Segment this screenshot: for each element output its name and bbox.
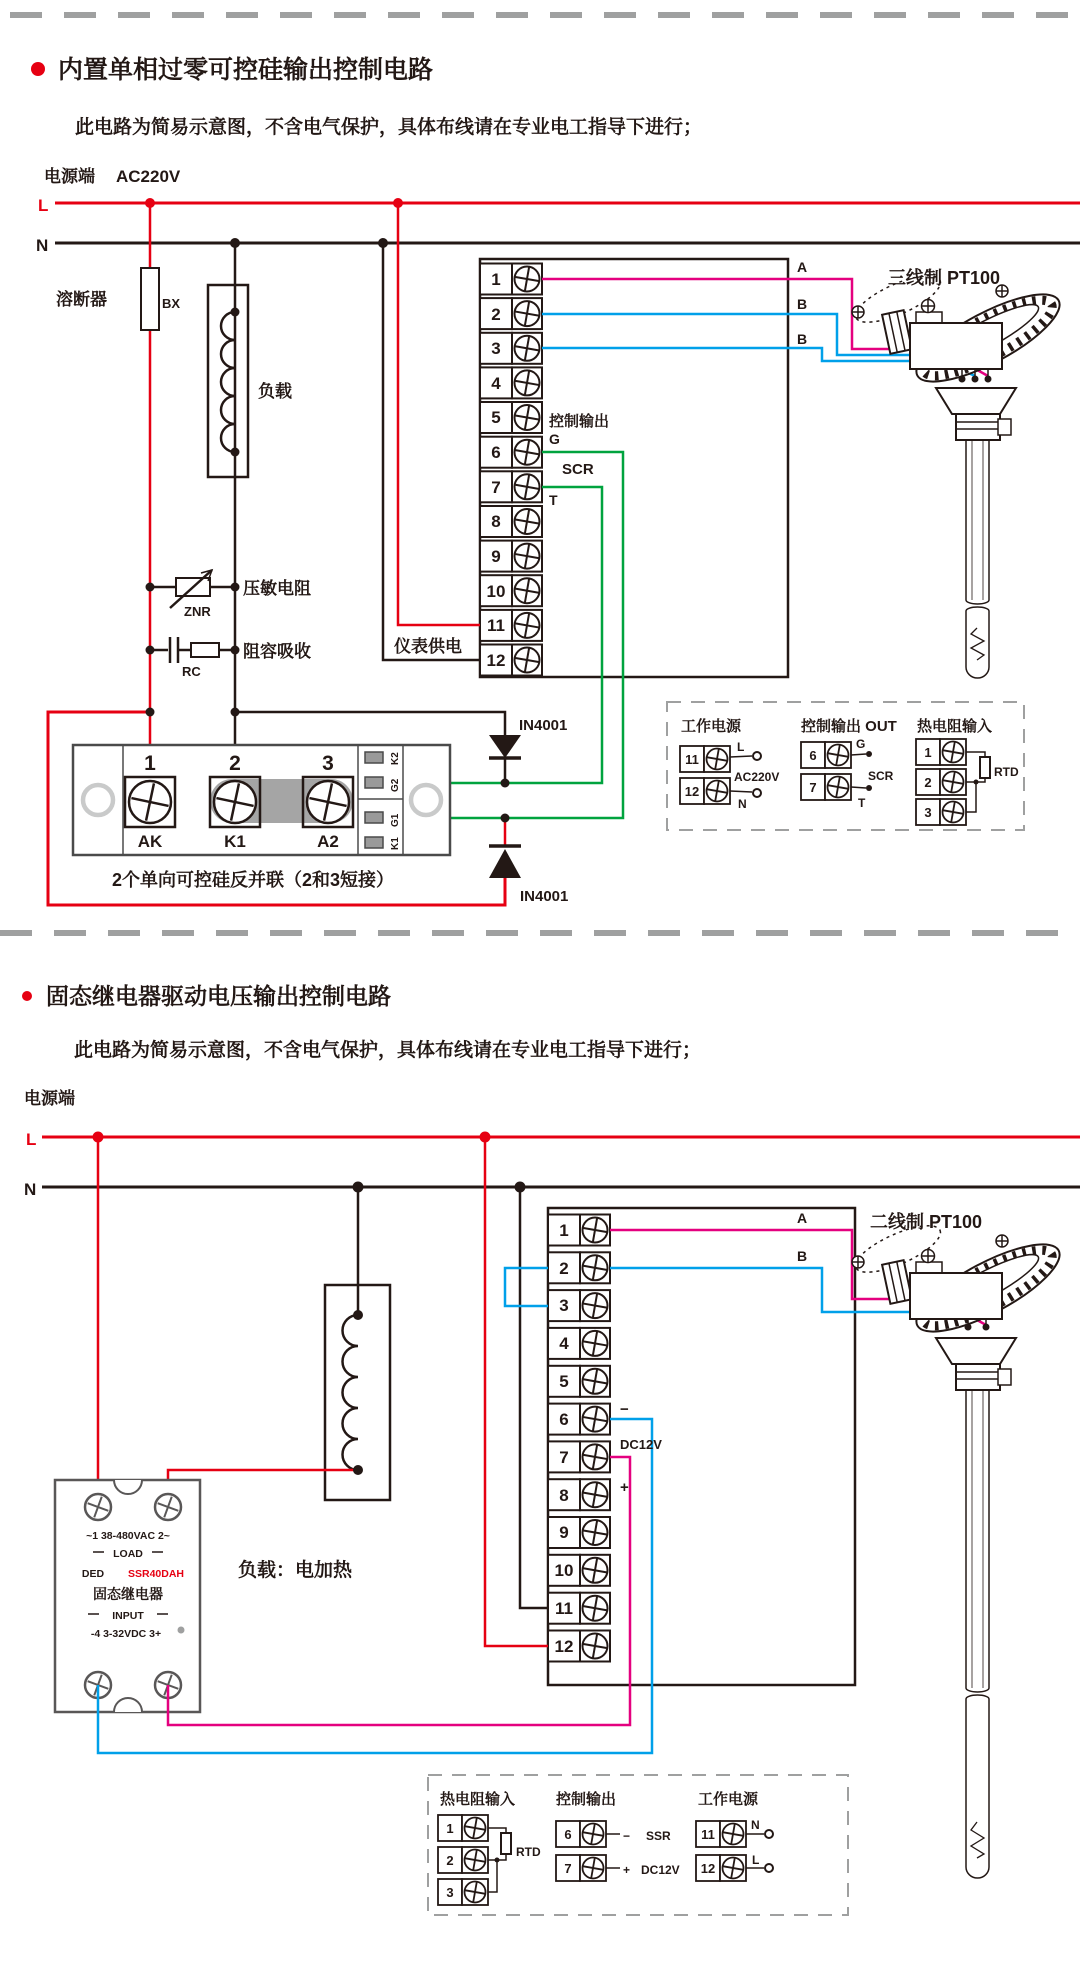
terminal-number: 4 xyxy=(559,1334,569,1353)
terminal-number: 1 xyxy=(559,1221,569,1240)
legend-num: 1 xyxy=(446,1821,454,1836)
pad-label: G2 xyxy=(390,778,401,792)
module-caption: 2个单向可控硅反并联（2和3短接） xyxy=(112,870,395,890)
fuse-code: BX xyxy=(162,296,181,311)
varistor-label: 压敏电阻 xyxy=(243,579,311,598)
bullet-icon xyxy=(31,62,45,76)
jumper-2-3 xyxy=(505,1268,548,1306)
terminal-number: 8 xyxy=(491,512,501,531)
legend-rtd-title: 热电阻输入 xyxy=(440,1791,516,1808)
legend-num: 2 xyxy=(924,775,932,790)
load-label: 负载：电加热 xyxy=(238,1560,353,1581)
control-output-label: 控制输出 xyxy=(549,413,610,430)
gate-pad xyxy=(365,752,383,763)
legend-ssr: SSR xyxy=(646,1829,671,1843)
wire-b-label: B xyxy=(797,1248,808,1264)
line-l-label: L xyxy=(26,1130,37,1149)
legend-dc12v: DC12V xyxy=(641,1863,680,1877)
legend-power-title: 工作电源 xyxy=(698,1791,759,1808)
ssr-input-label: INPUT xyxy=(112,1610,144,1622)
junction-dots xyxy=(145,198,510,823)
sensor-title: 二线制 PT100 xyxy=(870,1212,983,1232)
ssr-module xyxy=(55,1480,200,1712)
legend-2 xyxy=(428,1775,848,1915)
legend-g: G xyxy=(856,737,866,751)
minus-label: − xyxy=(620,1401,629,1418)
diode1-wire xyxy=(235,712,505,735)
terminal-number: 12 xyxy=(554,1637,574,1656)
legend-num: 12 xyxy=(684,784,700,799)
terminal-number: 1 xyxy=(491,270,501,289)
terminal-number: 7 xyxy=(559,1448,569,1467)
terminal-number: 7 xyxy=(491,478,501,497)
terminal-number: 11 xyxy=(555,1599,573,1618)
legend-num: 12 xyxy=(700,1861,716,1876)
sensor-probe xyxy=(966,440,989,678)
line-n-label: N xyxy=(36,236,49,255)
scr-module xyxy=(73,745,450,890)
module-terminal-number: 3 xyxy=(322,752,334,775)
pad-label: G1 xyxy=(390,813,401,827)
terminal-number: 6 xyxy=(559,1410,569,1429)
gate-pad xyxy=(365,812,383,823)
terminal-number: 3 xyxy=(559,1296,569,1315)
ssr-name: 固态继电器 xyxy=(93,1586,163,1602)
line-n-label: N xyxy=(24,1180,37,1199)
gate-pad xyxy=(365,777,383,788)
section1-note: 此电路为简易示意图，不含电气保护，具体布线请在专业电工指导下进行； xyxy=(75,117,703,138)
wire-a-label: A xyxy=(797,1210,808,1226)
legend-num: 6 xyxy=(809,748,817,763)
ssr-led-icon xyxy=(178,1627,185,1634)
diode2-label: IN4001 xyxy=(520,888,569,905)
legend-rtd: RTD xyxy=(516,1845,541,1859)
terminal-number: 11 xyxy=(487,616,505,635)
legend-num: 7 xyxy=(809,780,817,795)
meter-supply-l-wire xyxy=(398,203,480,625)
terminal-number: 5 xyxy=(559,1372,569,1391)
terminal-number: 4 xyxy=(491,374,501,393)
diode-icon xyxy=(489,735,521,758)
wire-b-label: B xyxy=(797,296,808,312)
wire-b-label: B xyxy=(797,331,808,347)
terminal-number: 8 xyxy=(559,1486,569,1505)
rc-code: RC xyxy=(182,664,201,679)
legend-plus: + xyxy=(623,1863,631,1877)
rc-label: 阻容吸收 xyxy=(243,642,311,661)
section2-note: 此电路为简易示意图，不含电气保护，具体布线请在专业电工指导下进行； xyxy=(74,1040,702,1061)
power-terminal-label: 电源端 xyxy=(44,167,95,186)
scr-label: SCR xyxy=(562,461,594,478)
legend-num: 3 xyxy=(924,805,932,820)
gate-g-label: G xyxy=(549,431,560,447)
section1-title: 内置单相过零可控硅输出控制电路 xyxy=(58,56,434,84)
legend-l: L xyxy=(737,740,745,754)
pad-label: K2 xyxy=(390,752,401,765)
resistor-icon xyxy=(191,643,219,657)
voltage-label: AC220V xyxy=(116,167,181,186)
ssr-model: SSR40DAH xyxy=(127,1568,185,1580)
power-n-wire xyxy=(520,1187,548,1608)
legend-power-title: 工作电源 xyxy=(681,718,742,735)
module-terminal-number: 1 xyxy=(144,752,156,775)
legend-num: 3 xyxy=(446,1885,454,1900)
rtd-element-icon xyxy=(971,628,984,660)
plus-label: + xyxy=(620,1479,629,1496)
varistor-code: ZNR xyxy=(184,604,211,619)
section1 xyxy=(31,55,1080,905)
legend-n: N xyxy=(751,1818,760,1832)
section2 xyxy=(22,983,1080,1915)
sensor-probe xyxy=(966,1390,989,1878)
gate-t-label: T xyxy=(549,492,558,508)
terminal-strip-1 xyxy=(480,264,542,676)
legend-out-title: 控制输出 xyxy=(556,1791,617,1808)
legend-num: 1 xyxy=(924,745,932,760)
load-coil-icon xyxy=(221,312,235,452)
section2-title: 固态继电器驱动电压输出控制电路 xyxy=(46,983,391,1009)
power-l-wire xyxy=(485,1137,548,1646)
ssr-rating-top: ~1 38-480VAC 2~ xyxy=(86,1530,170,1542)
meter-supply-label: 仪表供电 xyxy=(394,637,462,656)
module-label-k1: K1 xyxy=(224,832,246,851)
legend-1 xyxy=(667,702,1024,830)
terminal-number: 2 xyxy=(491,305,501,324)
terminal-strip-2 xyxy=(548,1215,610,1662)
terminal-number: 5 xyxy=(491,408,501,427)
legend-minus: − xyxy=(623,1829,631,1843)
diode-icon xyxy=(489,849,521,878)
module-label-a2: A2 xyxy=(317,832,339,851)
module-terminal-number: 2 xyxy=(229,752,241,775)
power-terminal-label: 电源端 xyxy=(24,1089,75,1108)
terminal-number: 2 xyxy=(559,1259,569,1278)
ssr-load-label: LOAD xyxy=(113,1548,143,1560)
sensor-title: 三线制 PT100 xyxy=(888,268,1001,288)
fuse xyxy=(141,268,159,330)
wire-a-label: A xyxy=(797,259,808,275)
legend-num: 2 xyxy=(446,1853,454,1868)
pt100-sensor-3wire xyxy=(850,267,1070,678)
legend-rtd-title: 热电阻输入 xyxy=(917,718,993,735)
legend-t: T xyxy=(858,796,866,810)
legend-num: 11 xyxy=(685,752,699,767)
legend-scr: SCR xyxy=(868,769,894,783)
terminal-number: 9 xyxy=(559,1523,569,1542)
pad-label: K1 xyxy=(390,837,401,850)
fuse-label: 溶断器 xyxy=(56,290,107,309)
terminal-number: 10 xyxy=(486,582,506,601)
legend-out-title: 控制输出 OUT xyxy=(801,718,897,735)
legend-v: AC220V xyxy=(734,770,780,784)
bullet-icon xyxy=(22,991,32,1001)
legend-n: N xyxy=(738,797,747,811)
ssr-rating-bottom: -4 3-32VDC 3+ xyxy=(90,1628,162,1640)
rtd-element-icon xyxy=(971,1822,984,1858)
legend-rtd: RTD xyxy=(994,765,1019,779)
junction-dots xyxy=(93,1132,526,1476)
legend-num: 6 xyxy=(564,1827,572,1842)
legend-l: L xyxy=(752,1853,760,1867)
terminal-number: 6 xyxy=(491,443,501,462)
gate-pad xyxy=(365,837,383,848)
dc12v-label: DC12V xyxy=(620,1437,662,1452)
module-label-ak: AK xyxy=(137,832,163,851)
terminal-number: 3 xyxy=(491,339,501,358)
legend-num: 7 xyxy=(564,1861,572,1876)
line-l-label: L xyxy=(38,196,49,215)
terminal-number: 12 xyxy=(486,651,506,670)
terminal-number: 9 xyxy=(491,547,501,566)
diode1-label: IN4001 xyxy=(519,717,568,734)
terminal-number: 10 xyxy=(554,1561,574,1580)
ssr-brand: DED xyxy=(81,1568,105,1580)
load-label: 负载 xyxy=(258,382,292,401)
legend-num: 11 xyxy=(701,1827,715,1842)
load-coil-icon xyxy=(342,1315,358,1470)
